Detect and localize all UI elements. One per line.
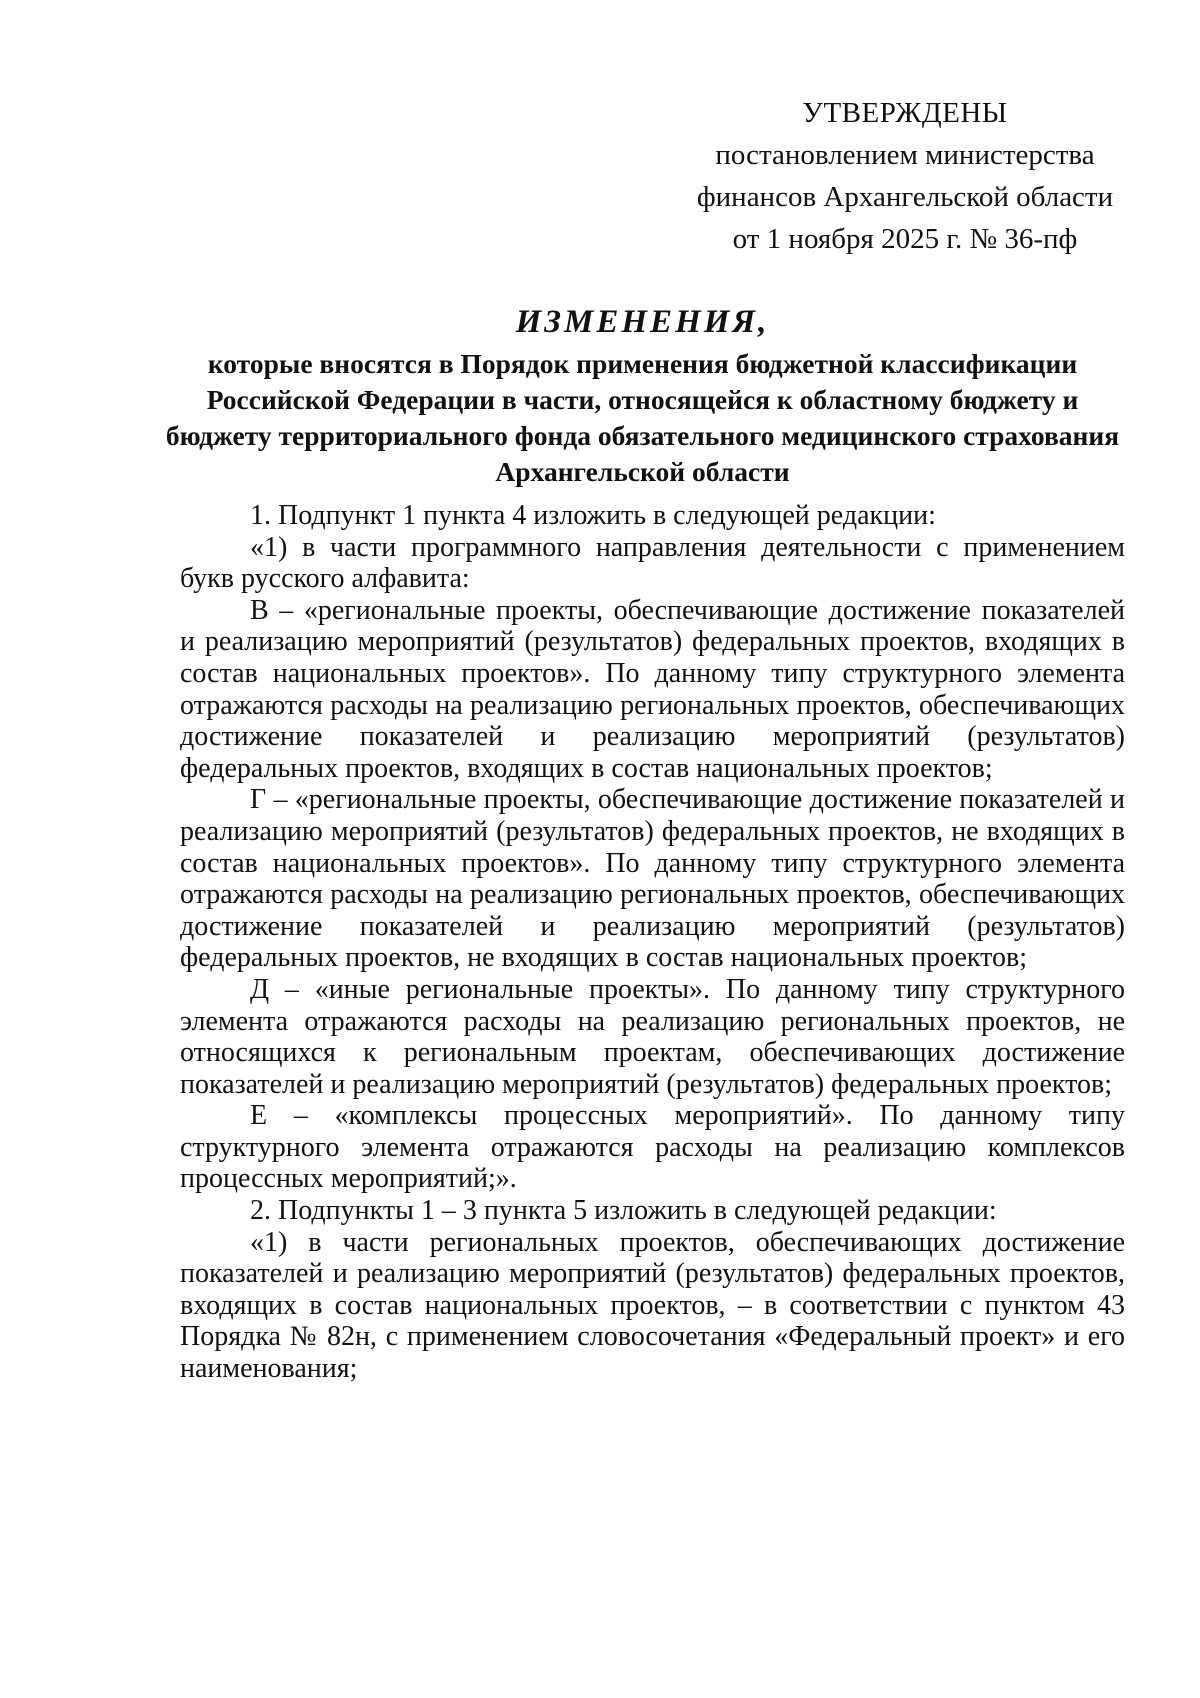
approval-title: УТВЕРЖДЕНЫ bbox=[802, 97, 1008, 129]
approval-line-2: финансов Архангельской области bbox=[696, 181, 1114, 213]
paragraph-8: «1) в части региональных проектов, обеспечивающих достижение показателей и реализацию мероприятий (результатов) федеральных проектов, входящих в состав национальных проектов, – в соответствии с пунктом 43 Порядка № 82н, с применением словосочетания «Федеральный проект» и его наименования; bbox=[180, 1226, 1125, 1385]
approval-line-3: от 1 ноября 2025 г. № 36-пф bbox=[732, 223, 1078, 255]
paragraph-3: В – «региональные проекты, обеспечивающие достижение показателей и реализацию мероприятий (результатов) федеральных проектов, входящих в состав национальных проектов». По данному типу структурного элемента отражаются расходы на реализацию региональных проектов, обеспечивающих достижение показателей и реализацию мероприятий (результатов) федеральных проектов, входящих в состав национальных проектов; bbox=[180, 594, 1125, 784]
approval-line-1: постановлением министерства bbox=[715, 139, 1095, 171]
document-title: ИЗМЕНЕНИЯ, bbox=[515, 304, 770, 340]
approval-block bbox=[695, 92, 1115, 260]
document-heading bbox=[160, 300, 1125, 490]
paragraph-4: Г – «региональные проекты, обеспечивающие достижение показателей и реализацию мероприятий (результатов) федеральных проектов, не входящих в состав национальных проектов». По данному типу структурного элемента отражаются расходы на реализацию региональных проектов, обеспечивающих достижение показателей и реализацию мероприятий (результатов) федеральных проектов, не входящих в состав национальных проектов; bbox=[180, 784, 1125, 974]
paragraph-6: Е – «комплексы процессных мероприятий». По данному типу структурного элемента отражаются расходы на реализацию комплексов процессных мероприятий;». bbox=[180, 1100, 1125, 1195]
paragraph-7: 2. Подпункты 1 – 3 пункта 5 изложить в следующей редакции: bbox=[250, 1195, 997, 1227]
paragraph-2: «1) в части программного направления деятельности с применением букв русского алфавита: bbox=[180, 531, 1125, 595]
paragraph-1: 1. Подпункт 1 пункта 4 изложить в следующей редакции: bbox=[250, 500, 936, 531]
paragraph-5: Д – «иные региональные проекты». По данному типу структурного элемента отражаются расходы на реализацию региональных проектов, не относящихся к региональным проектам, обеспечивающих достижение показателей и реализацию мероприятий (результатов) федеральных проектов; bbox=[180, 973, 1125, 1100]
document-subtitle: которые вносятся в Порядок применения бюджетной классификации Российской Федерации в части, относящейся к областному бюджету и бюджету территориального фонда обязательного медицинского страхования Архангельской области bbox=[165, 348, 1120, 487]
document-body bbox=[180, 500, 1125, 1385]
